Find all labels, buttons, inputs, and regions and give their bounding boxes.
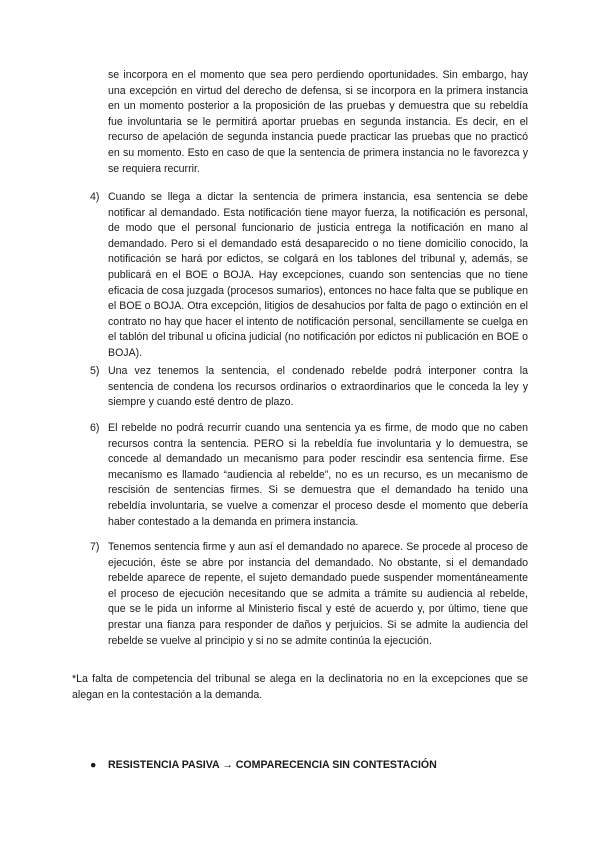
list-item-text: Una vez tenemos la sentencia, el condenado rebelde podrá interponer contra la sentencia de condena los recursos ordinarios o extraordinarios que le conceda la ley y siempre y cuando esté dentro de plazo. [108,365,528,409]
list-item-number: 4) [90,191,100,203]
continuation-paragraph: se incorpora en el momento que sea pero perdiendo oportunidades. Sin embargo, hay una excepción en virtud del derecho de defensa, si se incorpora en la primera instancia en un momento posterior a la proposición de las pruebas y demuestra que su rebeldía fue involuntaria se le permitirá aportar pruebas en segunda instancia. Es decir, en el recurso de apelación de segunda instancia puede practicar las pruebas que no practicó en su momento. Esto en caso de que la sentencia de primera instancia no le favorezca y se requiera recurrir. [108,69,528,175]
list-item-text: Cuando se llega a dictar la sentencia de primera instancia, esa sentencia se debe notificar al demandado. Esta notificación tiene mayor fuerza, la notificación es personal, de modo que el personal funcionario de justicia entrega la notificación en mano al demandado. Pero si el demandado está desaparecido o no tiene domicilio conocido, la notificación se hará por edictos, se colgará en los tablones del tribunal y, además, se publicará en el BOE o BOJA. Hay excepciones, cuando son sentencias que no tiene eficacia de cosa juzgada (procesos sumarios), entonces no hace falta que se publique en el BOE o BOJA. Otra excepción, litigios de desahucios por falta de pago o extinción en el contrato no hay que hacer el intento de notificación personal, sencillamente se cuelga en el tablón del tribunal u oficina judicial (no notificación por edictos ni publicación en BOE o BOJA). [108,191,528,359]
list-item-number: 5) [90,365,100,377]
list-item-text: Tenemos sentencia firme y aun así el demandado no aparece. Se procede al proceso de ejecución, éste se abre por instancia del demandado. No obstante, si el demandado rebelde aparece de repente, el sujeto demandado puede suspender momentáneamente el proceso de ejecución necesitando que se admita a trámite su audiencia al rebelde, que se le pida un informe al Ministerio fiscal y esté de acuerdo y, por último, tiene que prestar una fianza para responder de daños y perjuicios. Si se admite la audiencia del rebelde se vuelve al principio y si no se admite continúa la ejecución. [108,541,528,647]
section-heading-text: RESISTENCIA PASIVA → COMPARECENCIA SIN CONTESTACIÓN [108,759,437,771]
list-item-number: 7) [90,541,100,553]
list-item-number: 6) [90,422,100,434]
section-heading [90,758,437,774]
bullet-icon: ● [90,759,97,771]
list-item-text: El rebelde no podrá recurrir cuando una sentencia ya es firme, de modo que no caben recursos contra la sentencia. PERO si la rebeldía fue involuntaria y lo demuestra, se concede al demandado un mecanismo para poder rescindir esa sentencia firme. Ese mecanismo es llamado “audiencia al rebelde”, no es un recurso, es un mecanismo de rescisión de sentencias firmes. Si se demuestra que el demandado ha tenido una rebeldía involuntaria, se vuelve a comenzar el proceso desde el momento que debería haber contestado a la demanda en primera instancia. [108,422,528,528]
footnote: *La falta de competencia del tribunal se alega en la declinatoria no en la excepciones que se alegan en la contestación a la demanda. [72,673,528,701]
